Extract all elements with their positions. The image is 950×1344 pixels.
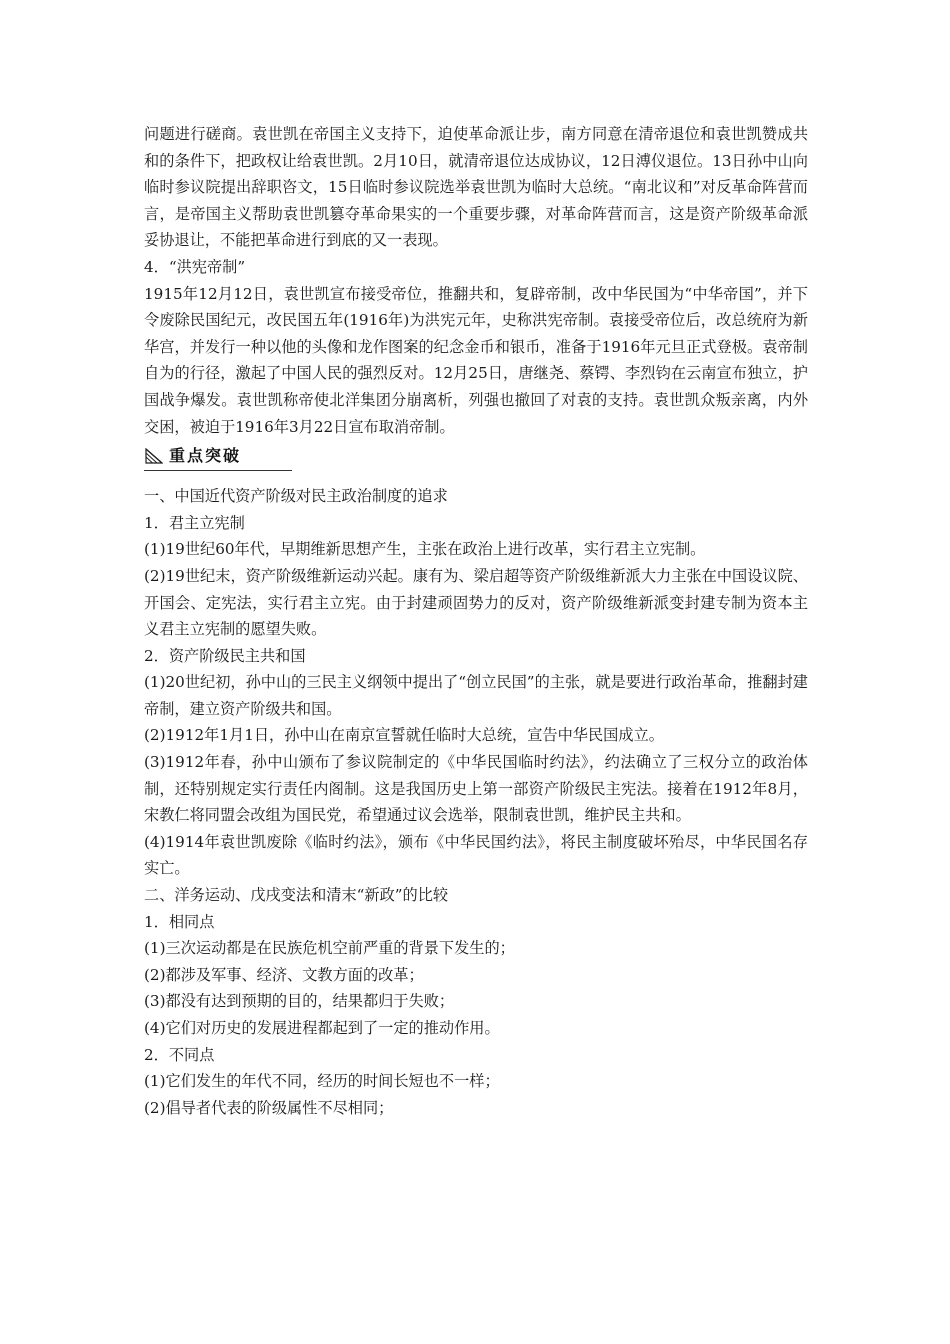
list-item: (2)1912年1月1日，孙中山在南京宣誓就任临时大总统，宣告中华民国成立。 (144, 726, 664, 745)
subheading-2: 二、洋务运动、戊戌变法和清末“新政”的比较 (144, 886, 449, 905)
list-item: (1)它们发生的年代不同，经历的时间长短也不一样； (144, 1072, 500, 1091)
list-item: (4)1914年袁世凯废除《临时约法》，颁布《中华民国约法》，将民主制度破坏殆尽，中华民国名存实亡。 (144, 832, 808, 878)
paragraph: 1915年12月12日，袁世凯宣布接受帝位，推翻共和，复辟帝制，改中华民国为“中华帝国”，并下令废除民国纪元，改民国五年(1916年)为洪宪元年，史称洪宪帝制。袁接受帝位后，改总统府为新华宫，并发行一种以他的头像和龙作图案的纪念金币和银币，准备于1916年元旦正式登极。袁帝制自为的行径，激起了中国人民的强烈反对。12月25日，唐继尧、蔡锷、李烈钧在云南宣布独立，护国战争爆发。袁世凯称帝使北洋集团分崩离析，列强也撤回了对袁的支持。袁世凯众叛亲离，内外交困，被迫于1916年3月22日宣布取消帝制。 (144, 284, 808, 436)
document-body (144, 121, 808, 1121)
subheading-1: 一、中国近代资产阶级对民主政治制度的追求 (144, 487, 448, 506)
top-section (144, 121, 808, 440)
list-item: (1)19世纪60年代，早期维新思想产生，主张在政治上进行改革，实行君主立宪制。 (144, 540, 706, 559)
paragraph: 问题进行磋商。袁世凯在帝国主义支持下，迫使革命派让步，南方同意在清帝退位和袁世凯赞成共和的条件下，把政权让给袁世凯。2月10日，就清帝退位达成协议，12日溥仪退位。13日孙中山向临时参议院提出辞职咨文，15日临时参议院选举袁世凯为临时大总统。“南北议和”对反革命阵营而言，是帝国主义帮助袁世凯篡夺革命果实的一个重要步骤，对革命阵营而言，这是资产阶级革命派妥协退让，不能把革命进行到底的又一表现。 (144, 125, 808, 250)
subheading-1-2: 2．资产阶级民主共和国 (144, 646, 306, 665)
subheading-hongxian: 4．“洪宪帝制” (144, 257, 246, 276)
list-item: (3)都没有达到预期的目的，结果都归于失败； (144, 992, 455, 1011)
list-item: (4)它们对历史的发展进程都起到了一定的推动作用。 (144, 1019, 500, 1037)
list-item: (3)1912年春，孙中山颁布了参议院制定的《中华民国临时约法》，约法确立了三权分立的政治体制，还特别规定实行责任内阁制。这是我国历史上第一部资产阶级民主宪法。接着在1912年8月，宋教仁将同盟会改组为国民党，希望通过议会选举，限制袁世凯，维护民主共和。 (144, 753, 808, 825)
section-heading-title: 重点突破 (169, 446, 242, 466)
list-item: (1)20世纪初，孙中山的三民主义纲领中提出了“创立民国”的主张，就是要进行政治革命，推翻封建帝制，建立资产阶级共和国。 (144, 673, 808, 718)
heading-underline (144, 470, 292, 471)
subheading-1-1: 1．君主立宪制 (144, 513, 245, 532)
triangle-marker-icon (145, 448, 163, 464)
list-item: (2)倡导者代表的阶级属性不尽相同； (144, 1098, 394, 1117)
list-item: (1)三次运动都是在民族危机空前严重的背景下发生的； (144, 939, 515, 958)
bottom-section (144, 483, 808, 1121)
subheading-2-1: 1．相同点 (144, 912, 215, 931)
list-item: (2)都涉及军事、经济、文教方面的改革； (144, 965, 424, 984)
subheading-2-2: 2．不同点 (144, 1045, 215, 1064)
list-item: (2)19世纪末，资产阶级维新运动兴起。康有为、梁启超等资产阶级维新派大力主张在中国设议院、开国会、定宪法，实行君主立宪。由于封建顽固势力的反对，资产阶级维新派变封建专制为资本主义君主立宪制的愿望失败。 (144, 566, 808, 639)
section-heading (144, 443, 294, 471)
